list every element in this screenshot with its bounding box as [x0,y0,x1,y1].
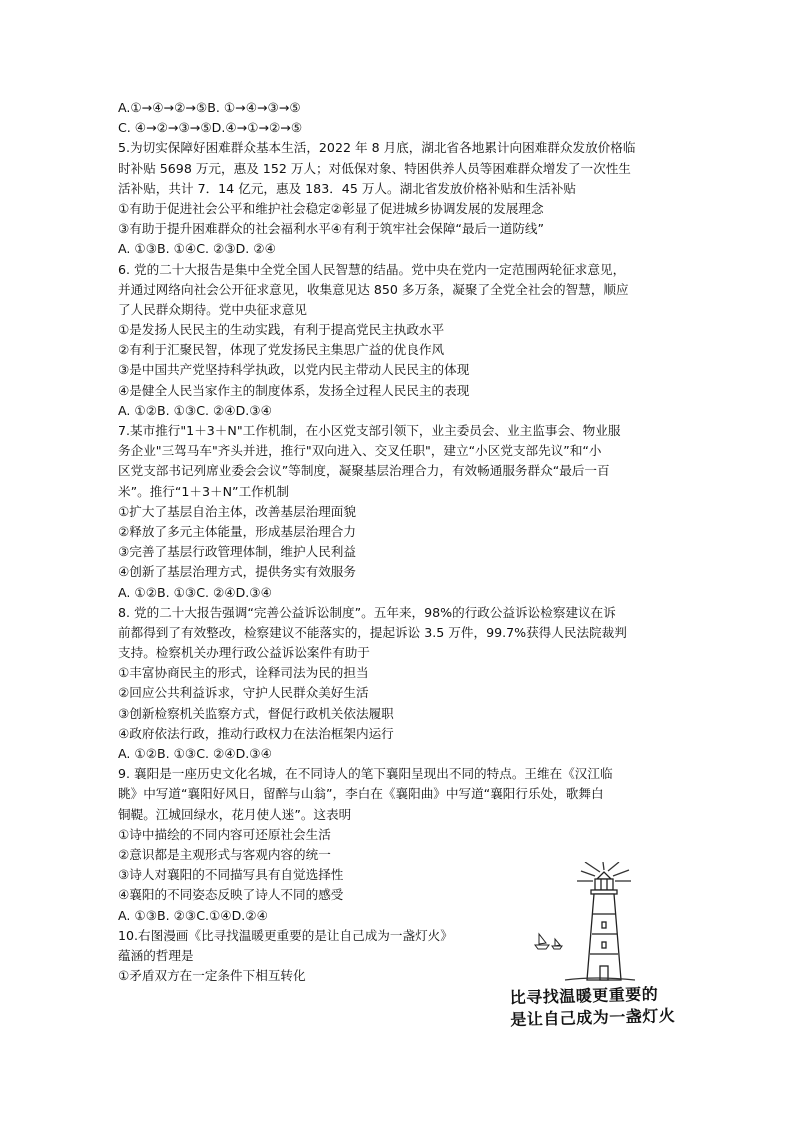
text-line: ①有助于促进社会公平和维护社会稳定②彰显了促进城乡协调发展的发展理念 [118,200,544,216]
text-line: ③创新检察机关监察方式，督促行政机关依法履职 [118,705,394,721]
question-text [118,98,678,986]
lighthouse-icon [587,872,621,980]
text-line: 并通过网络向社会公开征求意见，收集意见达 850 多万条，凝聚了全党全社会的智慧，顺应 [118,281,629,297]
caption-line: 是让自己成为一盏灯火 [510,1005,676,1030]
text-line: ①矛盾双方在一定条件下相互转化 [118,968,306,984]
text-line: 了人民群众期待。党中央征求意见 [118,301,307,317]
text-line: A. ①②B. ①③C. ②④D.③④ [118,402,272,418]
text-line: 蕴涵的哲理是 [118,947,194,963]
text-line: ③是中国共产党坚持科学执政，以党内民主带动人民民主的体现 [118,362,470,378]
text-line: ①丰富协商民主的形式，诠释司法为民的担当 [118,665,369,681]
text-line: ④是健全人民当家作主的制度体系，发扬全过程人民民主的表现 [118,382,470,398]
text-line: 支持。检察机关办理行政公益诉讼案件有助于 [118,645,370,661]
text-line: ③有助于提升困难群众的社会福利水平④有利于筑牢社会保障“最后一道防线” [118,221,545,237]
text-line: ②有利于汇聚民智，体现了党发扬民主集思广益的优良作风 [118,342,445,358]
text-line: 9. 襄阳是一座历史文化名城，在不同诗人的笔下襄阳呈现出不同的特点。王维在《汉江临 [118,766,613,782]
text-line: ①是发扬人民民主的生动实践，有利于提高党民主执政水平 [118,322,445,338]
text-line: 7.某市推行"1＋3＋N"工作机制，在小区党支部引领下，业主委员会、业主监事会、物业服 [118,423,621,438]
text-line: 时补贴 5698 万元，惠及 152 万人；对低保对象、特困供养人员等困难群众增发了一次性生 [118,160,631,176]
text-line: 区党支部书记列席业委会会议”等制度，凝聚基层治理合力，有效畅通服务群众“最后一百 [118,463,610,479]
text-line: A.①→④→②→⑤B. ①→④→③→⑤ [118,100,301,115]
text-line: ②释放了多元主体能量，形成基层治理合力 [118,523,356,539]
text-line: ②意识都是主观形式与客观内容的统一 [118,846,331,862]
text-line: A. ①③B. ①④C. ②③D. ②④ [118,241,276,257]
text-line: A. ①②B. ①③C. ②④D.③④ [118,746,272,761]
text-line: ④创新了基层治理方式，提供务实有效服务 [118,564,356,580]
text-line: ④襄阳的不同姿态反映了诗人不同的感受 [118,887,344,903]
text-line: C. ④→②→③→⑤D.④→①→②→⑤ [118,120,303,136]
text-line: 10.右图漫画《比寻找温暖更重要的是让自己成为一盏灯火》 [118,927,453,943]
cartoon-caption [509,983,685,1032]
text-line: 务企业"三驾马车"齐头并进，推行"双向进入、交叉任职"，建立“小区党支部先议”和“小 [118,443,602,459]
text-line: 8. 党的二十大报告强调“完善公益诉讼制度”。五年来，98%的行政公益诉讼检察建议在诉 [118,604,616,620]
text-line: 眺》中写道“襄阳好风日，留醉与山翁”，李白在《襄阳曲》中写道“襄阳行乐处，歌舞白 [118,786,604,802]
text-line: A. ①③B. ②③C.①④D.②④ [118,907,268,923]
caption-line: 比寻找温暖更重要的 [509,984,659,1008]
text-line: 活补贴，共计 7．14 亿元，惠及 183．45 万人。湖北省发放价格补贴和生活补贴 [118,180,576,196]
sailboat-icon [535,934,562,949]
text-line: ③诗人对襄阳的不同描写具有自觉选择性 [118,867,344,883]
text-line: 米”。推行“1＋3＋N”工作机制 [118,483,289,499]
text-line: A. ①②B. ①③C. ②④D.③④ [118,584,272,600]
text-line: ③完善了基层行政管理体制，维护人民利益 [118,544,356,560]
text-line: ①扩大了基层自治主体，改善基层治理面貌 [118,503,356,519]
text-line: 5.为切实保障好困难群众基本生活，2022 年 8 月底，湖北省各地累计向困难群众发放价格临 [118,140,636,156]
text-line: 前都得到了有效整改，检察建议不能落实的，提起诉讼 3.5 万件，99.7%获得人民法院裁判 [118,624,627,640]
text-line: 6. 党的二十大报告是集中全党全国人民智慧的结晶。党中央在党内一定范围两轮征求意见， [118,261,626,277]
text-line: ④政府依法行政，推动行政权力在法治框架内运行 [118,725,394,741]
text-line: ①诗中描绘的不同内容可还原社会生活 [118,826,331,842]
text-line: ②回应公共利益诉求，守护人民群众美好生活 [118,685,369,701]
text-line: 铜鞮。江城回绿水，花月使人迷”。这表明 [118,806,352,822]
